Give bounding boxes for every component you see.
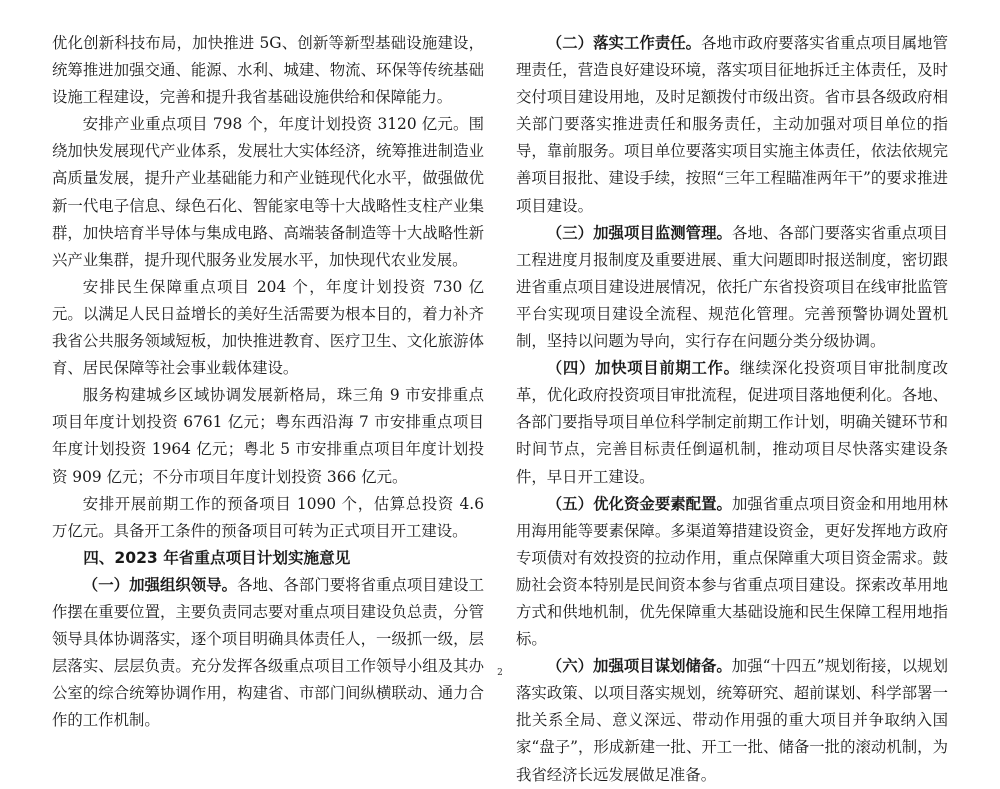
- left-column: [52, 30, 484, 734]
- paragraph-section-1: [52, 572, 484, 735]
- section-3-lead: （三）加强项目监测管理。: [546, 223, 732, 242]
- section-2-body: 各地市政府要落实省重点项目属地管理责任，营造良好建设环境，落实项目征地拆迁主体责任，及时交付项目建设用地，及时足额拨付市级出资。省市县各级政府相关部门要落实推进责任和服务责任，主动加强对项目单位的指导，靠前服务。项目单位要落实项目实施主体责任，依法依规完善项目报批、建设手续，按照“三年工程瞄准两年干”的要求推进项目建设。: [516, 34, 948, 215]
- paragraph-reserve: 安排开展前期工作的预备项目 1090 个，估算总投资 4.6 万亿元。具备开工条件的预备项目可转为正式项目开工建设。: [52, 494, 484, 540]
- section-2-lead: （二）落实工作责任。: [546, 34, 702, 52]
- section-1-lead: （一）加强组织领导。: [82, 575, 238, 594]
- section-heading: 四、2023 年省重点项目计划实施意见: [83, 548, 351, 567]
- section-3-body: 各地、各部门要落实省重点项目工程进度月报制度及重要进展、重大问题即时报送制度，密切跟进省重点项目建设进展情况，依托广东省投资项目在线审批监管平台实现项目建设全流程、规范化管理。完善预警协调处置机制，坚持以问题为导向，实行存在问题分类分级协调。: [516, 223, 948, 351]
- paragraph-infrastructure: 优化创新科技布局，加快推进 5G、创新等新型基础设施建设，统筹推进加强交通、能源、水利、城建、物流、环保等传统基础设施工程建设，完善和提升我省基础设施供给和保障能力。: [52, 34, 484, 107]
- section-4-body: 继续深化投资项目审批制度改革，优化政府投资项目审批流程，促进项目落地便利化。各地、各部门要指导项目单位科学制定前期工作计划，明确关键环节和时间节点，完善目标责任倒逼机制，推动项目尽快落实建设条件，早日开工建设。: [516, 359, 948, 486]
- section-1-body: 各地、各部门要将省重点项目建设工作摆在重要位置，主要负责同志要对重点项目建设负总责，分管领导具体协调落实，逐个项目明确具体责任人，一级抓一级，层层落实、层层负责。充分发挥各级重点项目工作领导小组及其办公室的综合统筹协调作用，构建省、市部门间纵横联动、通力合作的工作机制。: [52, 575, 484, 730]
- paragraph-regional: 服务构建城乡区域协调发展新格局，珠三角 9 市安排重点项目年度计划投资 6761 亿元；粤东西沿海 7 市安排重点项目年度计划投资 1964 亿元；粤北 5 市安排重点项目年度计划投资 909 亿元；不分市项目年度计划投资 366 亿元。: [52, 386, 484, 486]
- section-5-body: 加强省重点项目资金和用地用林用海用能等要素保障。多渠道筹措建设资金，更好发挥地方政府专项债对有效投资的拉动作用，重点保障重大项目资金需求。鼓励社会资本特别是民间资本参与省重点项目建设。探索改革用地方式和供地机制，优先保障重大基础设施和民生保障工程用地指标。: [516, 494, 948, 649]
- page-number: 2: [497, 668, 503, 678]
- section-6-body: 加强“十四五”规划衔接，以规划落实政策、以项目落实规划，统筹研究、超前谋划、科学部署一批关系全局、意义深远、带动作用强的重大项目并争取纳入国家“盘子”，形成新建一批、开工一批、储备一批的滚动机制，为我省经济长远发展做足准备。: [516, 657, 948, 784]
- paragraph-section-2: [516, 30, 948, 220]
- section-5-lead: （五）优化资金要素配置。: [546, 494, 732, 513]
- paragraph-livelihood: 安排民生保障重点项目 204 个，年度计划投资 730 亿元。以满足人民日益增长的美好生活需要为根本目的，着力补齐我省公共服务领域短板，加快推进教育、医疗卫生、文化旅游体育、居民保障等社会事业载体建设。: [52, 277, 484, 378]
- paragraph-industry: 安排产业重点项目 798 个，年度计划投资 3120 亿元。围绕加快发展现代产业体系，发展壮大实体经济，统筹推进制造业高质量发展，提升产业基础能力和产业链现代化水平，做强做优新一代电子信息、绿色石化、智能家电等十大战略性支柱产业集群，加快培育半导体与集成电路、高端装备制造等十大战略性新兴产业集群，提升现代服务业发展水平，加快现代农业发展。: [52, 115, 484, 269]
- paragraph-section-3: [516, 220, 948, 355]
- paragraph-section-5: [516, 491, 948, 654]
- section-6-lead: （六）加强项目谋划储备。: [546, 657, 732, 676]
- paragraph-section-4: [516, 355, 948, 490]
- section-4-lead: （四）加快项目前期工作。: [546, 359, 740, 378]
